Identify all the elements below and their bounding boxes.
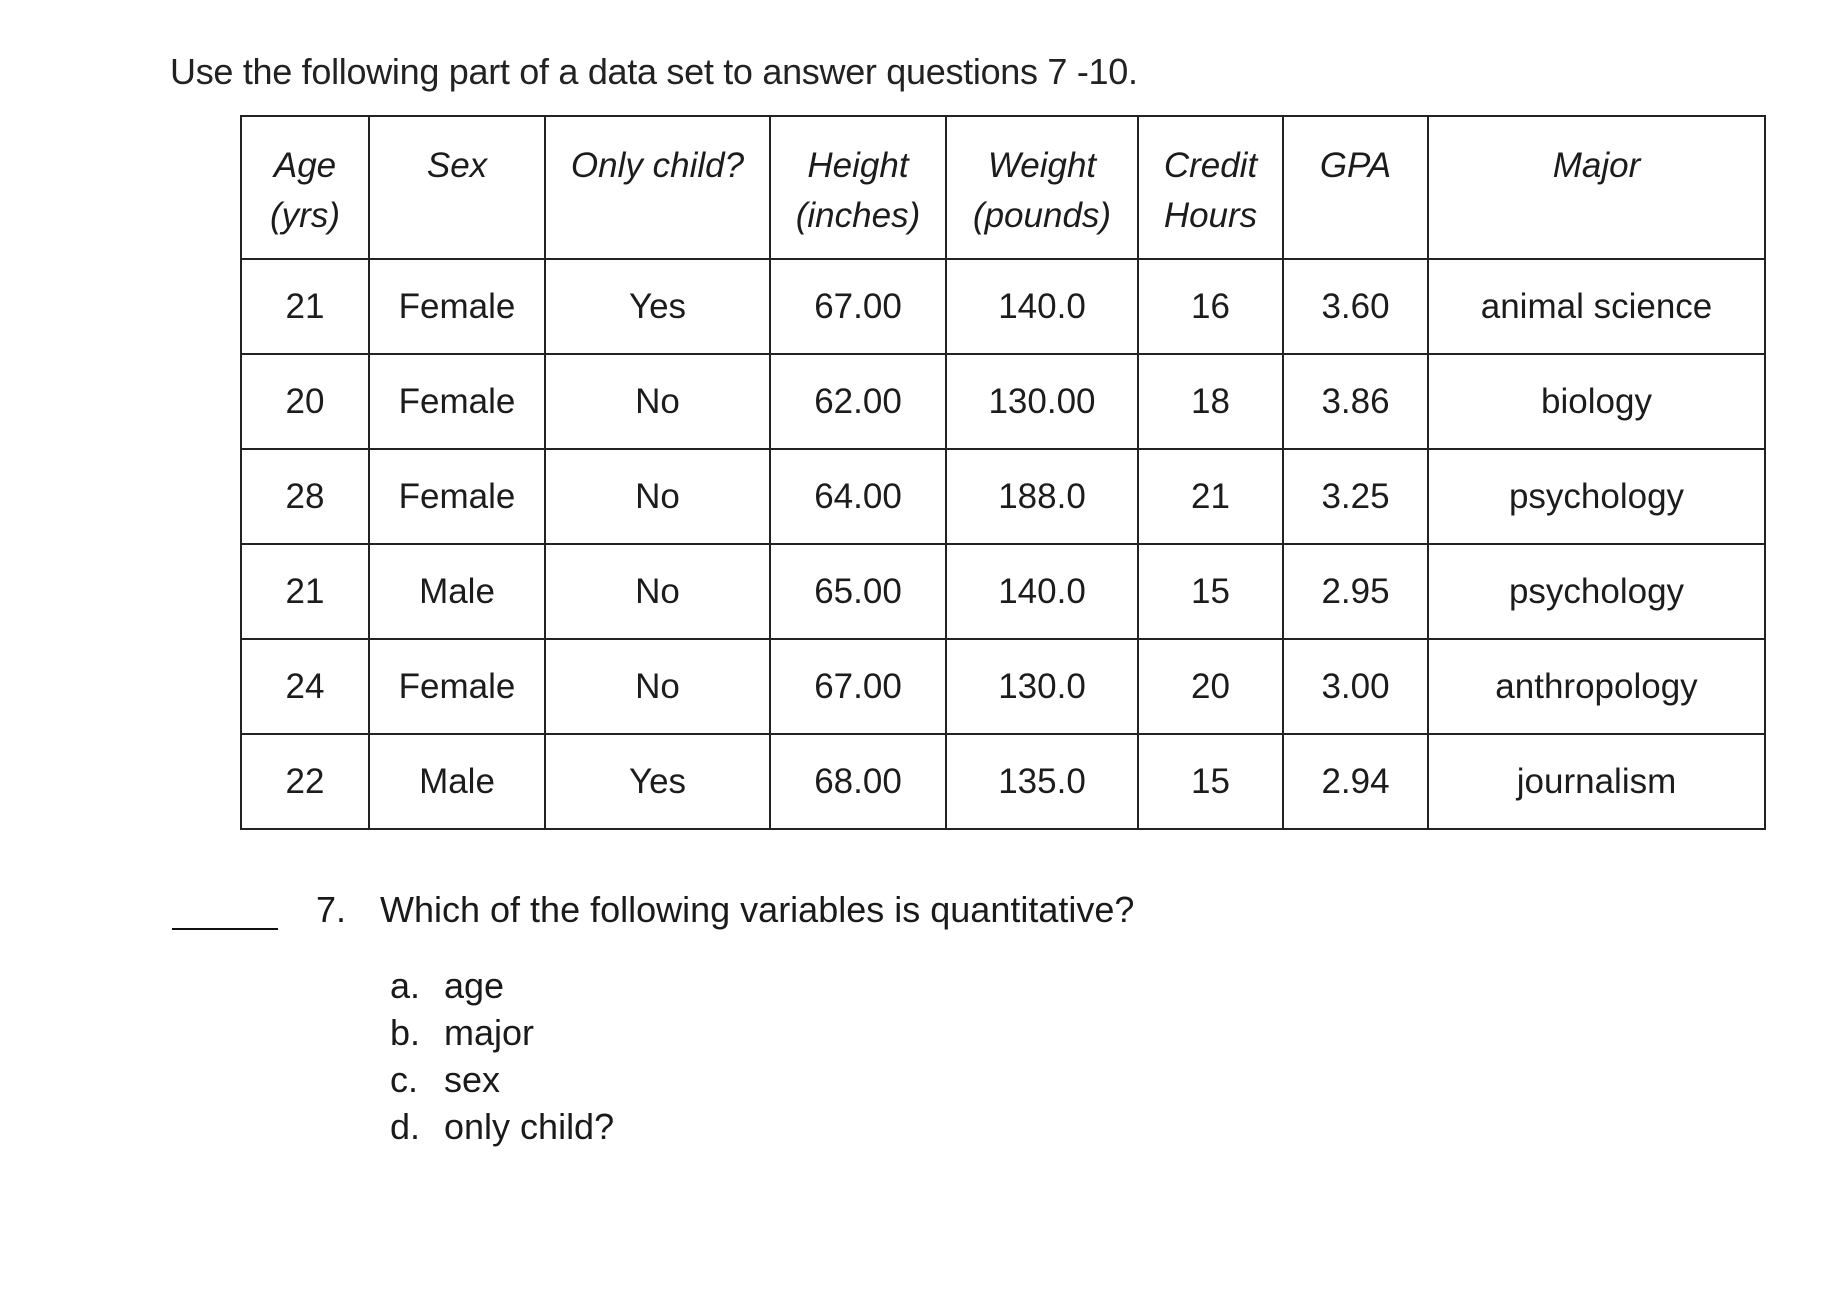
column-header-sex: Sex [369, 116, 545, 259]
option-letter: b. [390, 1012, 421, 1053]
option-letter: c. [390, 1059, 419, 1100]
table-header-row [241, 116, 1765, 259]
table-cell: 64.00 [770, 449, 946, 544]
answer-option-d[interactable] [390, 1103, 614, 1150]
column-header-weight: Weight (pounds) [946, 116, 1138, 259]
table-cell: psychology [1428, 544, 1765, 639]
option-letter: d. [390, 1106, 421, 1147]
table-cell: animal science [1428, 259, 1765, 354]
answer-options-list [390, 962, 614, 1150]
table-row [241, 544, 1765, 639]
table-cell: 3.00 [1283, 639, 1428, 734]
table-cell: 28 [241, 449, 369, 544]
table-cell: Yes [545, 734, 770, 829]
table-cell: Female [369, 449, 545, 544]
table-cell: 67.00 [770, 259, 946, 354]
table-cell: 20 [241, 354, 369, 449]
table-cell: 65.00 [770, 544, 946, 639]
table-cell: 3.86 [1283, 354, 1428, 449]
table-cell: psychology [1428, 449, 1765, 544]
table-row [241, 734, 1765, 829]
table-cell: 21 [241, 544, 369, 639]
table-row [241, 639, 1765, 734]
table-cell: 140.0 [946, 259, 1138, 354]
table-cell: 62.00 [770, 354, 946, 449]
table-row [241, 449, 1765, 544]
table-cell: Female [369, 259, 545, 354]
data-table [240, 115, 1766, 830]
table-cell: 20 [1138, 639, 1283, 734]
option-text: only child? [444, 1106, 615, 1147]
table-cell: No [545, 544, 770, 639]
table-cell: 16 [1138, 259, 1283, 354]
table-cell: Male [369, 544, 545, 639]
table-row [241, 354, 1765, 449]
option-text: major [444, 1012, 535, 1053]
instructions-text: Use the following part of a data set to answer questions 7 -10. [170, 51, 1138, 92]
table-cell: 2.95 [1283, 544, 1428, 639]
table-cell: 15 [1138, 734, 1283, 829]
table-cell: anthropology [1428, 639, 1765, 734]
answer-option-c[interactable] [390, 1056, 614, 1103]
table-cell: 15 [1138, 544, 1283, 639]
table-cell: 140.0 [946, 544, 1138, 639]
table-cell: 21 [1138, 449, 1283, 544]
table-cell: Female [369, 639, 545, 734]
option-letter: a. [390, 965, 421, 1006]
answer-option-b[interactable] [390, 1009, 614, 1056]
table-cell: No [545, 449, 770, 544]
table-cell: 2.94 [1283, 734, 1428, 829]
table-cell: 3.60 [1283, 259, 1428, 354]
table-cell: 67.00 [770, 639, 946, 734]
answer-option-a[interactable] [390, 962, 614, 1009]
table-cell: 22 [241, 734, 369, 829]
column-header-height: Height (inches) [770, 116, 946, 259]
column-header-credit-hours: Credit Hours [1138, 116, 1283, 259]
table-cell: 135.0 [946, 734, 1138, 829]
table-cell: 3.25 [1283, 449, 1428, 544]
answer-blank-line[interactable] [172, 928, 278, 930]
table-cell: journalism [1428, 734, 1765, 829]
table-cell: No [545, 354, 770, 449]
column-header-age: Age (yrs) [241, 116, 369, 259]
table-cell: biology [1428, 354, 1765, 449]
table-cell: 24 [241, 639, 369, 734]
column-header-major: Major [1428, 116, 1765, 259]
table-cell: 21 [241, 259, 369, 354]
table-cell: 130.00 [946, 354, 1138, 449]
table-row [241, 259, 1765, 354]
question-number: 7. [316, 889, 347, 930]
table-cell: 18 [1138, 354, 1283, 449]
option-text: sex [444, 1059, 501, 1100]
table-cell: No [545, 639, 770, 734]
table-cell: 130.0 [946, 639, 1138, 734]
table-cell: 188.0 [946, 449, 1138, 544]
question-text: Which of the following variables is quantitative? [380, 889, 1135, 930]
column-header-only-child: Only child? [545, 116, 770, 259]
table-cell: Male [369, 734, 545, 829]
table-cell: 68.00 [770, 734, 946, 829]
option-text: age [444, 965, 505, 1006]
column-header-gpa: GPA [1283, 116, 1428, 259]
table-cell: Female [369, 354, 545, 449]
table-cell: Yes [545, 259, 770, 354]
